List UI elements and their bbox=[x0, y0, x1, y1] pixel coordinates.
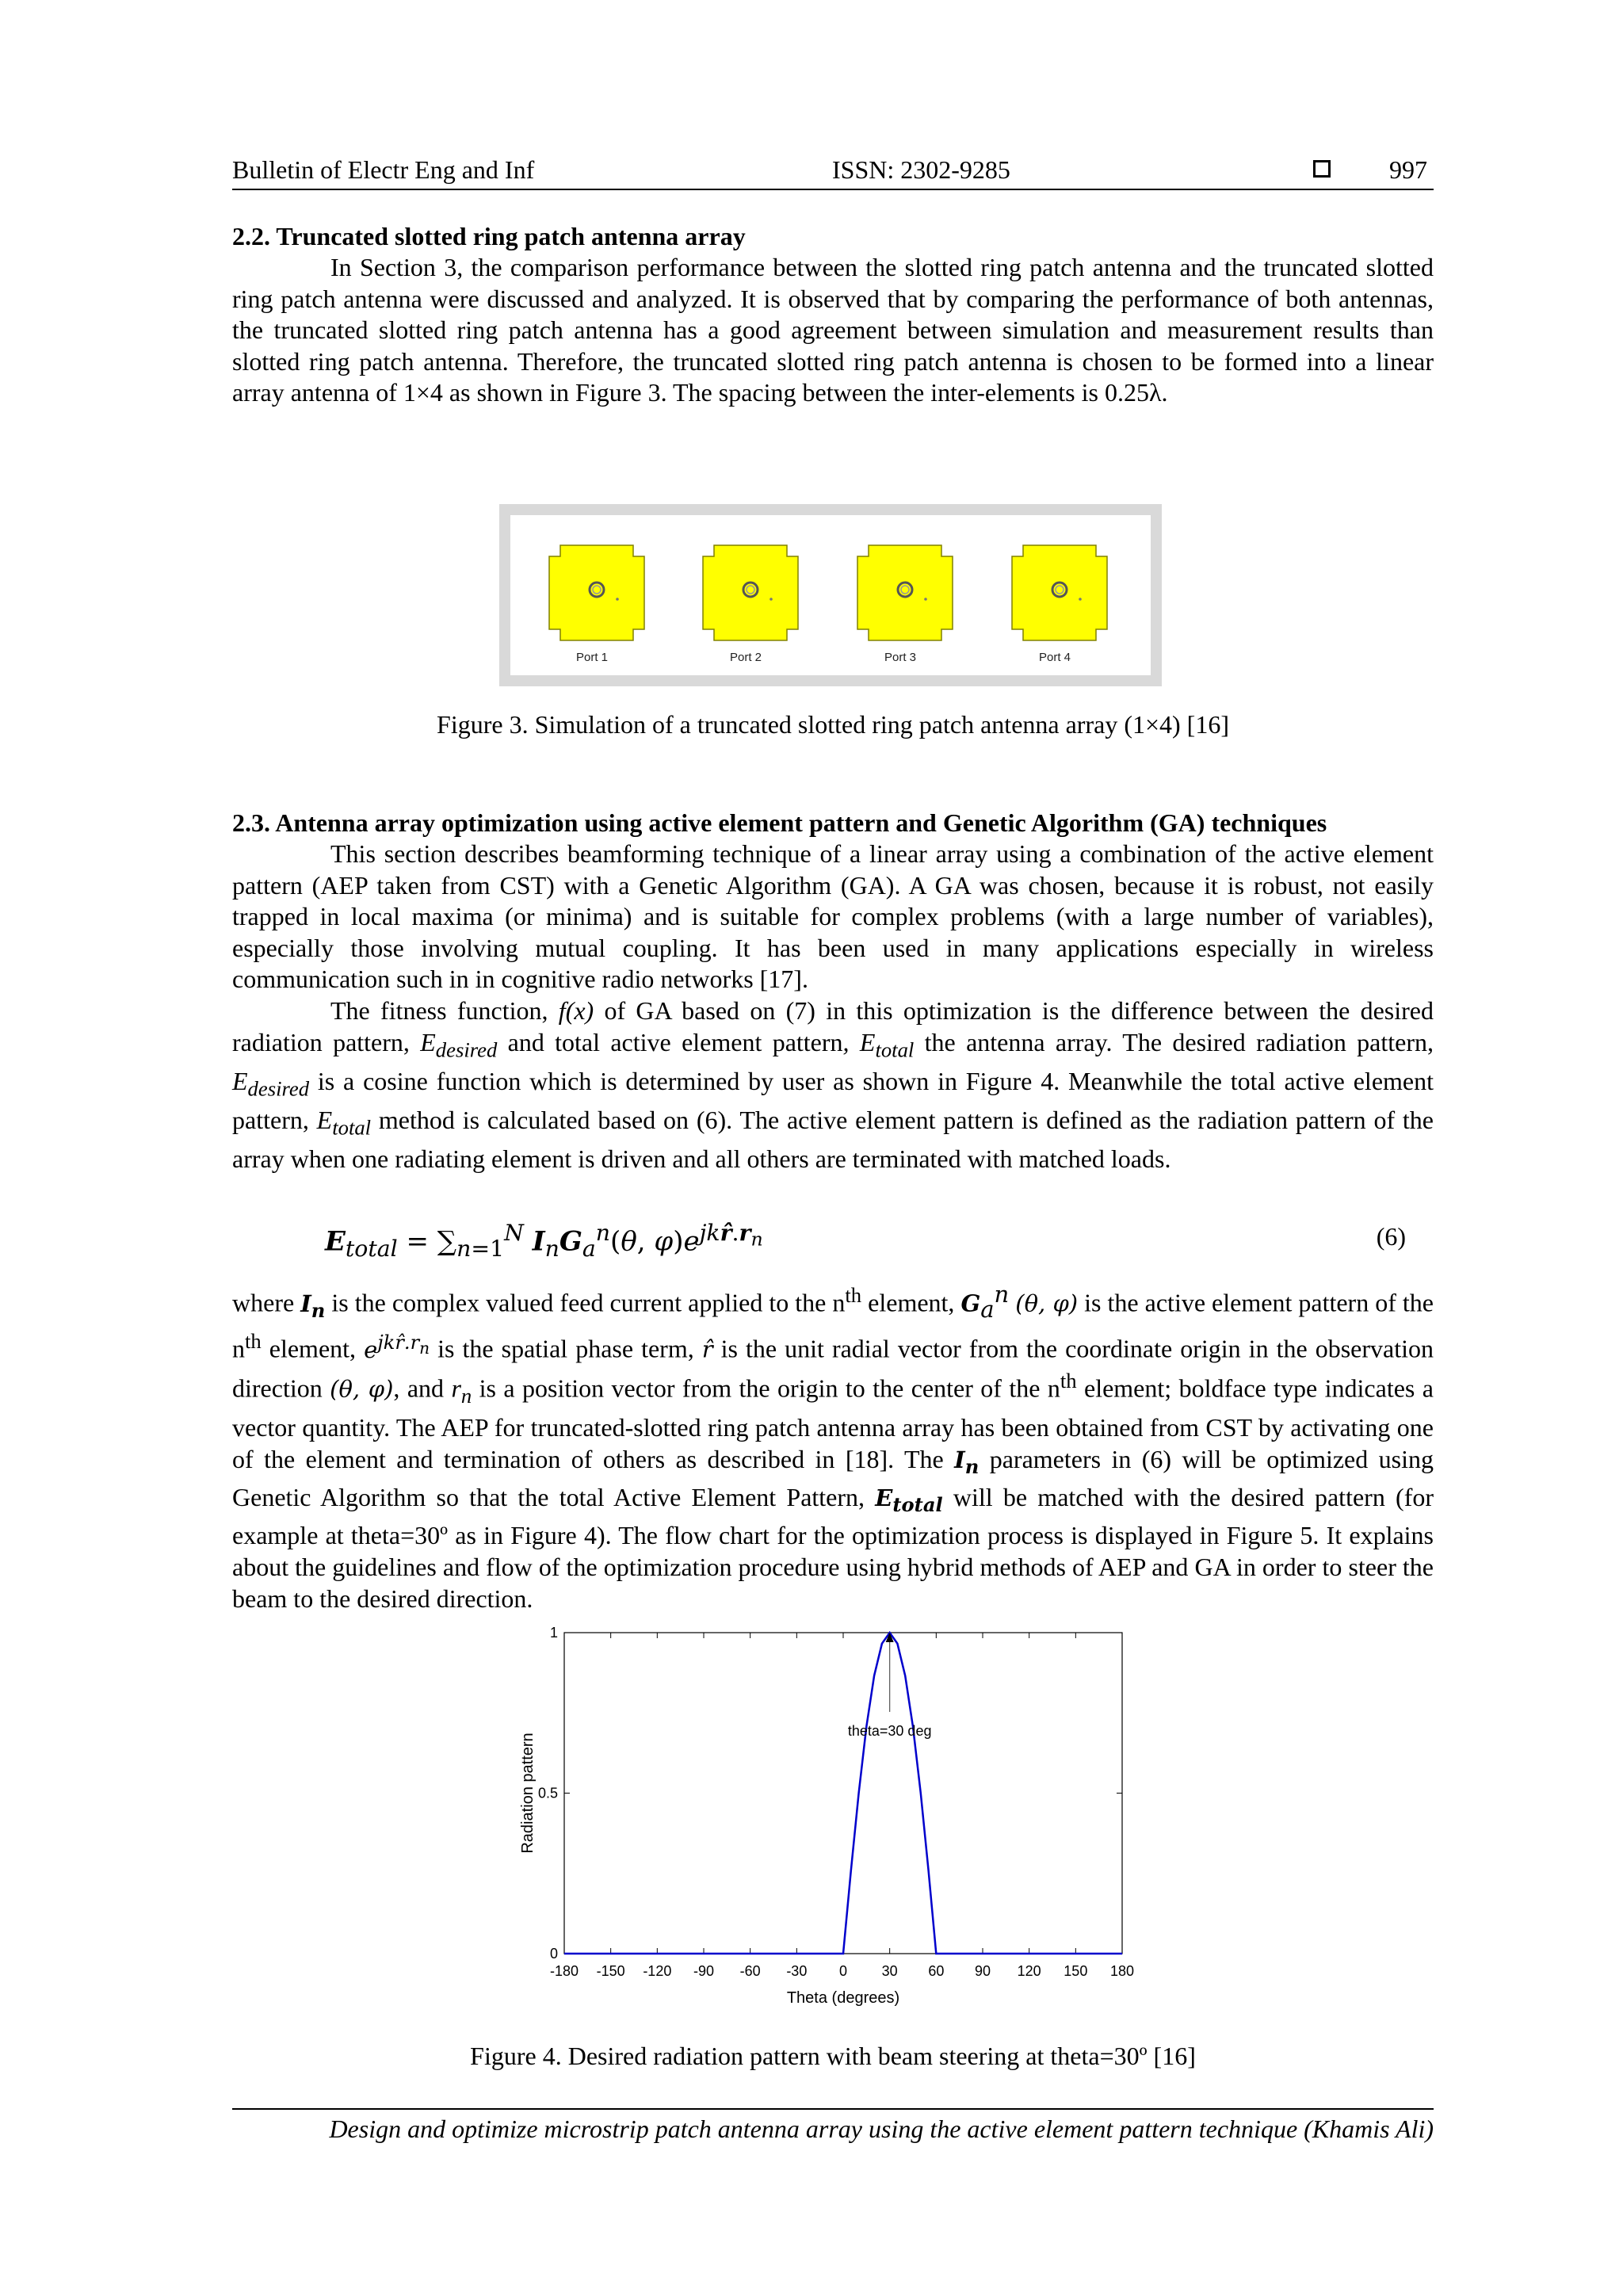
y-tick-label: 0 bbox=[549, 1946, 558, 1962]
y-tick-label: 1 bbox=[549, 1625, 558, 1641]
section-2-3-paragraph-3: where $I_n$ is the complex valued feed current applied to the $n^{th}$ element, $G_a^n$ (θ, φ) is the active element pattern of the $n^{th}$ element, $e^{jkr̂.r_n}$ is the spatial phase term, r̂ is the unit radial vector from the coordinate origin in the observation direction (θ, φ), and $r_n$ is a position vector from the origin to the center of the $n^{th}$ element; boldface type indicates a vector quantity. The AEP for truncated-slotted ring patch antenna array has been obtained from CST by activating one of the element and termination of others as described in [18]. The $I_n$ parameters in (6) will be optimized using Genetic Algorithm so that the total Active Element Pattern, $E_{total}$ will be matched with the desired pattern (for example at theta=30º as in Figure 4). The flow chart for the optimization process is displayed in Figure 5. It explains about the guidelines and flow of the optimization procedure using hybrid methods of AEP and GA in order to steer the beam to the desired direction. bbox=[232, 1281, 1434, 1613]
feed-point bbox=[924, 598, 927, 601]
x-tick-label: 90 bbox=[974, 1963, 991, 1979]
patch-shape bbox=[857, 545, 953, 640]
feed-point bbox=[616, 598, 619, 601]
section-2-3-heading: 2.3. Antenna array optimization using active element pattern and Genetic Algorithm (GA) techniques bbox=[232, 808, 1327, 837]
x-tick-label: 150 bbox=[1064, 1963, 1088, 1979]
patch-shape bbox=[1012, 545, 1107, 640]
x-tick-label: 180 bbox=[1109, 1963, 1135, 1979]
feed-point bbox=[769, 598, 773, 601]
equation-number: (6) bbox=[1376, 1222, 1406, 1251]
x-tick-label: -120 bbox=[643, 1963, 672, 1979]
figure-3-caption: Figure 3. Simulation of a truncated slotted ring patch antenna array (1×4) [16] bbox=[437, 710, 1229, 739]
patch-shape bbox=[549, 545, 644, 640]
section-2-2-paragraph: In Section 3, the comparison performance between the slotted ring patch antenna and the truncated slotted ring patch antenna were discussed and analyzed. It is observed that by comparing the performance of both antennas, the truncated slotted ring patch antenna has a good agreement between simulation and measurement results than slotted ring patch antenna. Therefore, the truncated slotted ring patch antenna is chosen to be formed into a linear array antenna of 1×4 as shown in Figure 3. The spacing between the inter-elements is 0.25λ. bbox=[232, 253, 1434, 407]
running-footer: Design and optimize microstrip patch antenna array using the active element pattern technique (Khamis Ali) bbox=[329, 2115, 1434, 2143]
annotation-label: theta=30 deg bbox=[847, 1723, 932, 1739]
paragraph-2: The fitness function, f(x) of GA based on (7) in this optimization is the difference between the desired radiation pattern, $E_{desired}$ and total active element pattern, $E_{total}$ the antenna array. The desired radiation pattern, $E_{desired}$ is a cosine function which is determined by user as shown in Figure 4. Meanwhile the total active element pattern, $E_{total}$ method is calculated based on (6). The active element pattern is defined as the radiation pattern of the array when one radiating element is driven and all others are terminated with matched loads. bbox=[232, 995, 1434, 1173]
port-label: Port 3 bbox=[884, 651, 917, 664]
x-tick-label: -180 bbox=[549, 1963, 579, 1979]
patch-shape bbox=[703, 545, 798, 640]
section-2-2-heading: 2.2. Truncated slotted ring patch antenna array bbox=[232, 222, 746, 250]
square-icon bbox=[1313, 160, 1331, 178]
figure-4-chart bbox=[515, 1623, 1149, 2035]
x-tick-label: -90 bbox=[693, 1963, 715, 1979]
x-axis-label: Theta (degrees) bbox=[786, 1989, 900, 2007]
x-tick-label: -150 bbox=[596, 1963, 625, 1979]
x-tick-label: -30 bbox=[786, 1963, 808, 1979]
header-rule bbox=[232, 189, 1434, 190]
port-label: Port 2 bbox=[729, 651, 762, 664]
page-number: 997 bbox=[1389, 155, 1427, 184]
port-label: Port 1 bbox=[575, 651, 609, 664]
equation-6: $E_{total} = \sum_{n=1}^N$ $I_nG_a^n(\theta$, $\varphi)e^{jkr̂.r_n}$ bbox=[325, 1219, 763, 1263]
issn: ISSN: 2302-9285 bbox=[832, 155, 1010, 184]
x-tick-label: 30 bbox=[881, 1963, 898, 1979]
figure-3-antenna-array bbox=[499, 504, 1162, 686]
y-axis-label: Radiation pattern bbox=[519, 1733, 537, 1854]
port-label: Port 4 bbox=[1038, 651, 1071, 664]
x-tick-label: 120 bbox=[1017, 1963, 1041, 1979]
section-2-3-body bbox=[232, 839, 1434, 1175]
x-tick-label: -60 bbox=[739, 1963, 761, 1979]
footer-rule bbox=[232, 2108, 1434, 2110]
y-tick-label: 0.5 bbox=[537, 1785, 558, 1801]
running-header bbox=[232, 155, 1434, 187]
feed-point bbox=[1079, 598, 1082, 601]
plot-area bbox=[564, 1633, 1122, 1954]
paragraph-1: This section describes beamforming technique of a linear array using a combination of the active element pattern (AEP taken from CST) with a Genetic Algorithm (GA). A GA was chosen, because it is robust, not easily trapped in local maxima (or minima) and is suitable for complex problems (with a large number of variables), especially those involving mutual coupling. It has been used in many applications especially in wireless communication such in in cognitive radio networks [17]. bbox=[232, 839, 1434, 994]
x-tick-label: 60 bbox=[928, 1963, 945, 1979]
journal-name: Bulletin of Electr Eng and Inf bbox=[232, 155, 535, 184]
figure-4-caption: Figure 4. Desired radiation pattern with beam steering at theta=30º [16] bbox=[470, 2042, 1196, 2070]
x-tick-label: 0 bbox=[838, 1963, 848, 1979]
